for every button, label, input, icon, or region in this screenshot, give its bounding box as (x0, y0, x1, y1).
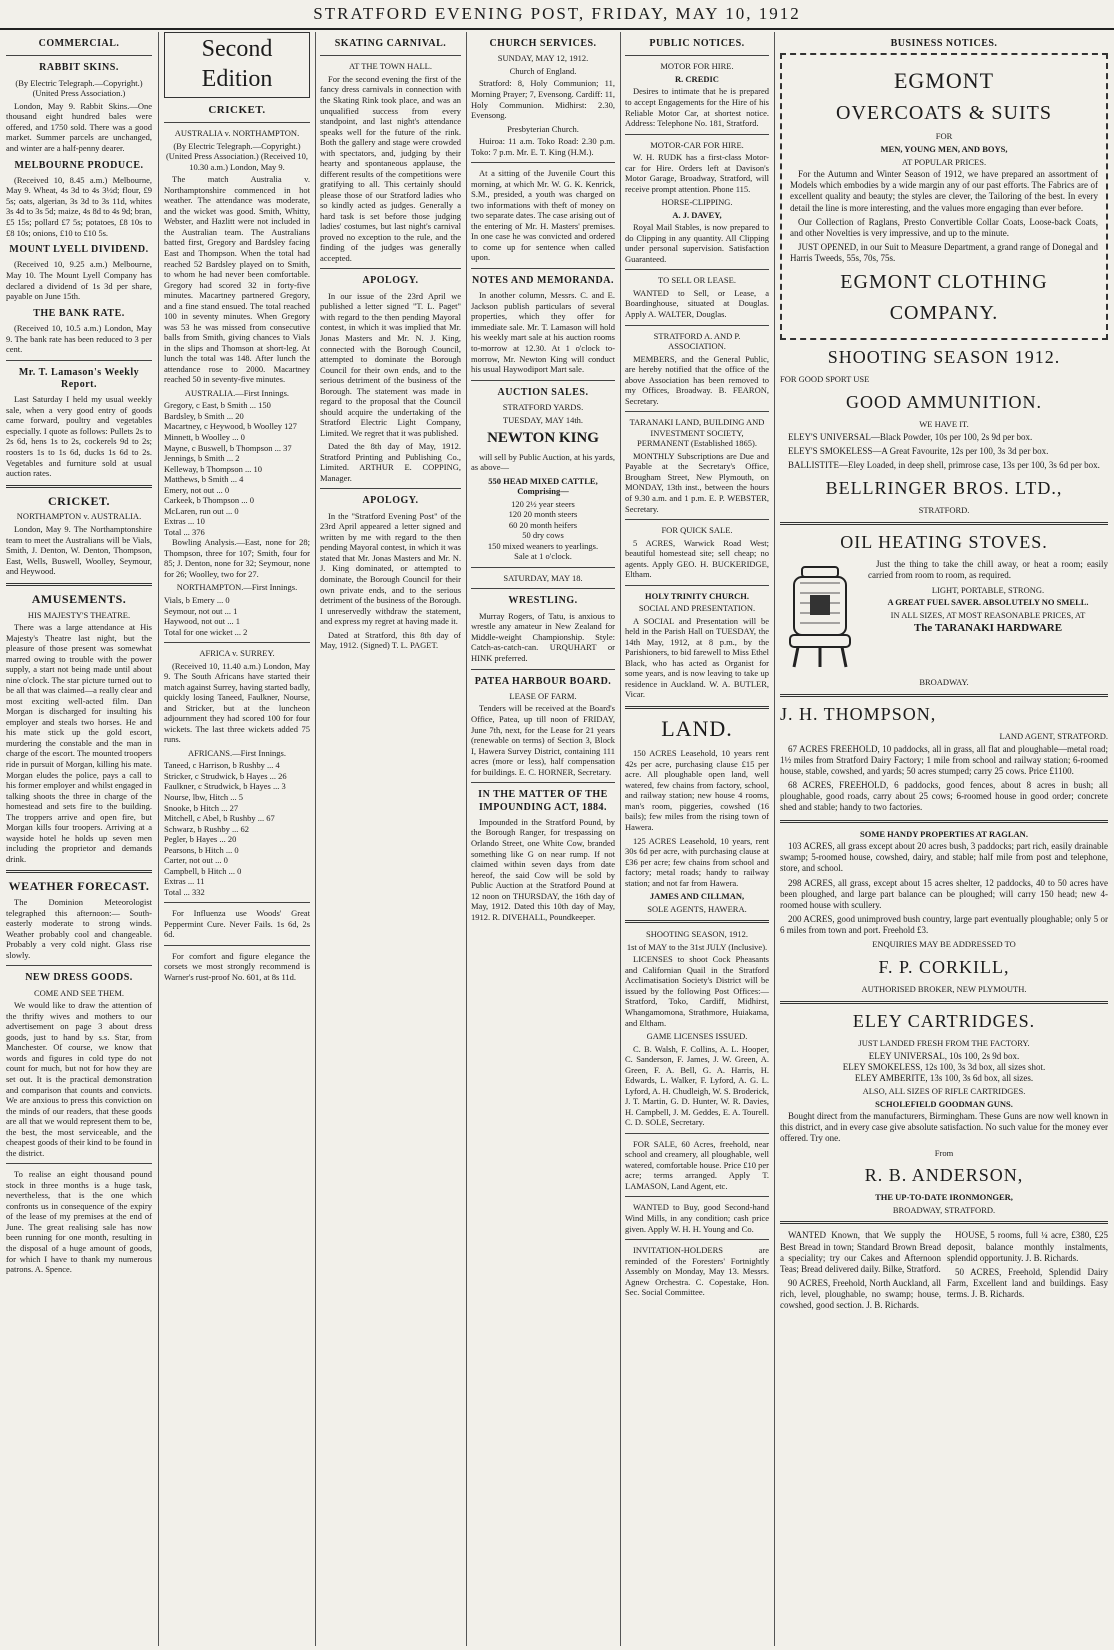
ad-body: 90 ACRES, Freehold, North Auckland, all rich, level, ploughable, no swamp; house, cowshed, good section. J. B. Richards. (780, 1278, 941, 1311)
masthead: STRATFORD EVENING POST, FRIDAY, MAY 10, 1912 (0, 4, 1114, 30)
business-notices-heading: BUSINESS NOTICES. (890, 38, 998, 49)
lamason-heading: Mr. T. Lamason's Weekly Report. (18, 366, 140, 390)
ad-body: ELEY'S SMOKELESS—A Great Favourite, 12s per 100, 3s 3d per box. (788, 445, 1049, 456)
subheading: SOCIAL AND PRESENTATION. (638, 603, 756, 614)
ad-text: AT POPULAR PRICES. (901, 156, 987, 167)
ad-body: HOUSE, 5 rooms, full ¼ acre, £380, £25 deposit, balance monthly instalments, splendid opportunity. J. B. Richards. (947, 1230, 1108, 1263)
apology-heading: APOLOGY. (362, 495, 419, 507)
article-text: There was a large attendance at His Majesty's Theatre last night, but the pleasure of those present was somewhat marred owing to trouble with the power supply, a start not being made until about nine o'clock. The star picture turned out to be all that was claimed—a really clear and most exciting well-acted film. Dan Morgan is discharged for insulting his employer and steals two horses. He and his mate stick up the gold escort, murdering the constable and the man in charge of the escort. The mounted troopers ride in pursuit of Morgan, killing his mate. Morgan eludes the police, pays a call to his former employer and whilst engaged in talking shoots the three in charge of the homestead and sets fire to the building. The troppers arrive and open fire, but Morgan kills four troopers. Arriving at a wayside hotel he holds up seven men including the proprietor and demands drink. (6, 622, 152, 864)
ad-body: JUST OPENED, in our Suit to Measure Department, a grand range of Donegal and Harris Tweeds, 55s, 70s, 75s. (790, 241, 1098, 264)
ad-store: The TARANAKI HARDWARE (913, 622, 1063, 635)
public-notices-heading: PUBLIC NOTICES. (649, 38, 745, 49)
thompson-headline: J. H. THOMPSON, (780, 703, 937, 724)
subheading: MOTOR-CAR FOR HIRE. (650, 139, 744, 150)
subheading: HORSE-CLIPPING. (661, 197, 733, 208)
land-heading: LAND. (661, 716, 733, 742)
apology-heading: APOLOGY. (362, 275, 419, 287)
ad-body: ELEY'S UNIVERSAL—Black Powder, 10s per 100, 2s 9d per box. (788, 431, 1033, 442)
ad-text: THE UP-TO-DATE IRONMONGER, (875, 1192, 1013, 1203)
article-text: will sell by Public Auction, at his yards, as above— (471, 451, 615, 473)
melbourne-heading: MELBOURNE PRODUCE. (14, 159, 144, 171)
ad-body: Bought direct from the manufacturers, Birmingham. These Guns are now well known in this district, and in every case give absolute satisfaction. No such value for the money ever offered. Try one. (780, 1111, 1108, 1144)
scorecard-heading: NORTHAMPTON.—First Innings. (176, 582, 298, 593)
subheading: AT THE TOWN HALL. (349, 61, 432, 72)
subheading: SOME HANDY PROPERTIES AT RAGLAN. (860, 828, 1028, 839)
ad-body: For the Autumn and Winter Season of 1912, we have prepared an assortment of Models which embodies by a wide margin any of our past efforts. The Fabrics are of excellent quality and beauty; the styles are clever, the Tailoring of the best. In every detail the line is more interesting, and the values more engaging than ever before. (790, 169, 1098, 213)
article-text: (Received 10, 11.40 a.m.) London, May 9. The South Africans have started their match against Surrey, having started badly, quickly losing Taneed, Faulkner, Nourse, and Stricker, but at the luncheon adjournment they had scored 100 for four wickets. The last three wickets added 75 runs. (164, 660, 310, 745)
ad-text: MEN, YOUNG MEN, AND BOYS, (880, 143, 1008, 154)
scorecard: Taneed, c Harrison, b Rushby ... 4 Stricker, c Strudwick, b Hayes ... 26 Faulkner, c Strudwick, b Hayes ... 3 Nourse, lbw, Hitch ... 5 Snooke, b Hitch ... 27 Mitchell, c Abel, b Rushby ... 67 Schwarz, b Rushby ... 62 Pegler, b Hayes ... 20 Pearsons, b Hitch ... 0 Carter, not out ... 0 Campbell, b Hitch ... 0 Extras ... 11 Total ... 332 (164, 760, 287, 897)
dress-heading: NEW DRESS GOODS. (25, 972, 133, 984)
article-text: (Received 10, 8.45 a.m.) Melbourne, May 9. Wheat, 4s 3d to 4s 3½d; flour, £9 5s; oats, algerian, 3s 3d to 3s 11d, whites 3s 4d to 3s 5d; maize, 4s 8d to 4s 9d; bran, £5 15s; pollard £7 5s; potatoes, £8 10s to £8 10s; onions, £10 to £10 5s. (6, 174, 152, 238)
stock-heading: 550 HEAD MIXED CATTLE, Comprising— (488, 475, 598, 497)
article-text: WANTED to Buy, good Second-hand Wind Mills, in any condition; cash price given. Apply W. H. H. Young and Co. (625, 1202, 769, 1234)
article-text: (Received 10, 9.25 a.m.) Melbourne, May 10. The Mount Lyell Company has declared a dividend of 1s 3d per share, payable on June 15th. (6, 259, 152, 302)
subheading: AFRICA v. SURREY. (199, 648, 275, 659)
subheading: STRATFORD A. AND P. ASSOCIATION. (653, 330, 741, 352)
article-text: London, May 9. Rabbit Skins.—One thousand eight hundred bales were offered, and 1750 sold. There was a good market. Summer parcels are unchanged, and winter are a half-penny dearer. (6, 100, 152, 153)
ad-headline: EGMONT (893, 68, 995, 94)
article-text: Huiroa: 11 a.m. Toko Road: 2.30 p.m. Toko: 7 p.m. Mr. E. T. King (H.M.). (471, 136, 615, 157)
article-text: MEMBERS, and the General Public, are hereby notified that the office of the above Association has been removed to my Offices, Broadway. B. FEARON, Secretary. (625, 353, 769, 406)
ad-text: WE HAVE IT. (919, 419, 969, 430)
subheading: HOLY TRINITY CHURCH. (645, 590, 749, 601)
subheading: SHOOTING SEASON, 1912. (645, 929, 748, 940)
cricket-heading: CRICKET. (208, 103, 266, 116)
column-public-notices (625, 32, 769, 1646)
subheading: LEASE OF FARM. (509, 690, 577, 701)
oil-stoves-headline: OIL HEATING STOVES. (840, 531, 1048, 552)
impound-heading: IN THE MATTER OF THE IMPOUNDING ACT, 1884. (478, 789, 608, 813)
article-text: London, May 9. The Northamptonshire team to meet the Australians will be Vials, Smith, J. Denton, W. Denton, Thompson, East, Wells, Buswell, Woolley, Seymour, and Heywood. (6, 524, 152, 577)
article-text: WANTED to Sell, or Lease, a Boardinghouse, situated at Douglas. Apply A. WALTER, Douglas. (625, 287, 769, 320)
stock-list: 120 2½ year steers 120 20 month steers 60 20 month heifers 50 dry cows 150 mixed weaners to yearlings. Sale at 1 o'clock. (487, 498, 599, 562)
scorecard: Gregory, c East, b Smith ... 150 Bardsley, b Smith ... 20 Macartney, c Heywood, b Woolley 127 Minnett, b Woolley ... 0 Mayne, c Buswell, b Thompson ... 37 Jennings, b Smith ... 2 Kelleway, b Thompson ... 10 Matthews, b Smith ... 4 Emery, not out ... 0 Carkeek, b Thompson ... 0 McLaren, run out ... 0 Extras ... 10 Total ... 376 (164, 400, 297, 537)
dateline: SUNDAY, MAY 12, 1912. (497, 53, 589, 64)
article-text: The match Australia v. Northamptonshire commenced in hot weather. The attendance was moderate, and the wicket was good. Smith, Whitty, Webster, and Hazlitt were not included in the Australian team. The Australians batted first, Gregory and Bardsley facing East and Thompson. When the total had reached 52 Bardsley played on to Smith, to whom he had never been comfortable. Gregory had scored 32 in forty-five minutes. Macartney partnered Gregory, and a fine stand ensued. The total reached 100 in seventy minutes. When Gregory was 53 he was missed from consecutive balls from Smith, giving chances to Vials in the slips and Thomson at short-leg. At lunch the total was 148. After lunch the attendance rose to 2000. Macartney reached 50 in seventy-five minutes. (164, 174, 310, 385)
column-rule (315, 32, 316, 1646)
ad-headline: EGMONT CLOTHING (840, 271, 1048, 294)
ad-body: WANTED Known, that We supply the Best Bread in town; Standard Brown Bread a speciality; try our Cakes and Afternoon Teas; Bread delivered daily. Bilke, Stratford. (780, 1230, 941, 1274)
column-church (471, 32, 615, 1646)
column-rule (158, 32, 159, 1646)
signature-text: Dated the 8th day of May, 1912. Stratford Printing and Publishing Co., Limited. ARTHUR E. COPPING, Manager. (320, 441, 461, 483)
article-text: C. B. Walsh, F. Collins, A. L. Hooper, C. Sanderson, F. James, J. W. Green, A. Green, F. A. Bell, G. A. Harris, H. Edwards, L. Walker, F. Lyford, A. G. L. Lyford, A. H. Chudleigh, W. S. Broderick, J. T. Martin, G. D. Hunter, W. R. Davies, H. Campbell, J. M. Geddes, E. A. Tourell. C. D. SOLE, Secretary. (625, 1043, 769, 1128)
ad-text: JUST LANDED FRESH FROM THE FACTORY. (858, 1037, 1030, 1048)
article-text: Murray Rogers, of Tatu, is anxious to wrestle any amateur in New Zealand for Middle-weight Championship. Style: Catch-as-catch-can. URQUHART or HINK preferred. (471, 610, 615, 663)
small-ads (780, 1230, 1108, 1314)
ad-text: LAND AGENT, STRATFORD. (999, 731, 1108, 742)
second-edition-banner: Second Edition (164, 32, 310, 98)
article-text: 5 ACRES, Warwick Road West; beautiful homestead site; sell cheap; no agents. Apply GEO. H. BUCKERIDGE, Eltham. (625, 537, 769, 580)
article-text: FOR SALE, 60 Acres, freehold, near school and creamery, all ploughable, well watered, comfortable house. Price £10 per acre; terms arranged. Apply T. LAMASON, Land Agent, etc. (625, 1138, 769, 1191)
ad-text: LIGHT, PORTABLE, STRONG. (931, 584, 1045, 595)
agent-name: JAMES AND CILLMAN, (649, 891, 745, 902)
article-text: At a sitting of the Juvenile Court this morning, at which Mr. W. G. K. Kenrick, S.M., presided, a youth was charged on two informations with theft of money on two separate dates. The case arising out of the entering of Mr. H. Masters' premises. In one case he was convicted and ordered to come up for sentence when called upon. (471, 168, 615, 263)
bellringer-headline: BELLRINGER BROS. LTD., (825, 478, 1063, 499)
subheading: TARANAKI LAND, BUILDING AND INVESTMENT SOCIETY, PERMANENT (Established 1865). (629, 417, 765, 449)
scorecard: Vials, b Emery ... 0 Seymour, not out ... 1 Haywood, not out ... 1 Total for one wicket ... 2 (164, 594, 248, 637)
anderson-headline: R. B. ANDERSON, (864, 1165, 1024, 1186)
article-text: Impounded in the Stratford Pound, by the Borough Ranger, for trespassing on Orlando Street, one White Cow, branded something like G on near rump. If not claimed within seven days from date hereof, the said Cow will be sold by Public Auction at the Stratford Pound at 12 noon on THURSDAY, the 16th day of May, 1912. Dated this 10th day of May, 1912. R. DIVEHALL, Poundkeeper. (471, 816, 615, 922)
ad-text: BROADWAY. (919, 677, 969, 688)
ad-list: ELEY UNIVERSAL, 10s 100, 2s 9d box. ELEY SMOKELESS, 12s 100, 3s 3d box, all sizes shot. ELEY AMBERITE, 13s 100, 3s 6d box, all sizes. (842, 1050, 1046, 1083)
auctioneer-name: NEWTON KING (487, 430, 599, 447)
ad-text: FOR GOOD SPORT USE (780, 374, 870, 385)
ad-text: ALSO, ALL SIZES OF RIFLE CARTRIDGES. (862, 1085, 1026, 1096)
dateline: 1st of MAY to the 31st JULY (Inclusive). (626, 941, 768, 952)
lyell-heading: MOUNT LYELL DIVIDEND. (9, 244, 149, 256)
signature-text: Dated at Stratford, this 8th day of May, 1912. (Signed) T. L. PAGET. (320, 629, 461, 651)
article-text: 125 ACRES Leasehold, 10 years, rent 30s 6d per acre, with purchasing clause at £36 per acre; few chains from school and factory; metal roads; handy to railway station; and not far from Hawera. (625, 835, 769, 888)
ad-text: ENQUIRIES MAY BE ADDRESSED TO (872, 939, 1016, 950)
subheading: STRATFORD YARDS. (502, 401, 584, 412)
ad-text: BROADWAY, STRATFORD. (892, 1204, 996, 1215)
wrestling-heading: WRESTLING. (508, 595, 578, 607)
subheading: Presbyterian Church. (507, 123, 579, 134)
article-text: In another column, Messrs. C. and E. Jackson publish particulars of several properties, which they offer for immediate sale. Mr. T. Lamason will hold his weekly mart sale at his auction rooms to-morrow at 12.30. At 1 o'clock to-morrow, Mr. Newton King will conduct his usual Haywodiport Mart sale. (471, 290, 615, 375)
article-text: Stratford: 8, Holy Communion; 11, Morning Prayer; 7, Evensong. Cardiff: 11, Holy Communion. Midhirst: 2.30, Evensong. (471, 78, 615, 121)
ad-text: STRATFORD. (918, 505, 970, 516)
ad-text: A GREAT FUEL SAVER. ABSOLUTELY NO SMELL. (887, 597, 1089, 608)
ad-headline: COMPANY. (889, 302, 999, 325)
ad-body: 68 ACRES, FREEHOLD, 6 paddocks, good fences, about 8 acres in bush; all ploughable, good roads, carry about 25 cows; 6-roomed house in good order; concrete shed and stable; handy to two factories. (780, 780, 1108, 813)
scorecard-heading: AFRICANS.—First Innings. (187, 747, 286, 758)
article-text: (Received 10, 10.5 a.m.) London, May 9. The bank rate has been reduced to 3 per cent. (6, 322, 152, 355)
column-business-notices (780, 32, 1108, 1646)
ad-text: SCHOLEFIELD GOODMAN GUNS. (875, 1098, 1013, 1109)
column-skating (320, 32, 461, 1646)
column-rule (620, 32, 621, 1646)
ad-body: 67 ACRES FREEHOLD, 10 paddocks, all in grass, all flat and ploughable—metal road; 1½ miles from Stratford Dairy Factory; 1 mile from school and railway station; 6-roomed house, stable, cowshed, and yards; 50 acres stumped; carry 25 cows. Price £1100. (780, 743, 1108, 776)
subheading: Church of England. (509, 65, 577, 76)
article-text: W. H. RUDK has a first-class Motor-car for Hire. Orders left at Davison's Motor Garage, Broadway, Stratford, will receive prompt attention. Phone 115. (625, 152, 769, 194)
auction-heading: AUCTION SALES. (497, 386, 589, 398)
ad-body: 103 ACRES, all grass except about 20 acres bush, 3 paddocks; part rich, easily drainable swamp; 5-roomed house, cowshed, dairy, and stable; half mile from post and telephone, store, and school. (780, 841, 1108, 874)
commercial-heading: COMMERCIAL. (38, 38, 120, 49)
article-text: To realise an eight thousand pound stock in three months is a huge task, nevertheless, that is the one which confronts us in consequence of the expiry of the lease of my premises at the end of June. The great realising sale has now been running for one month, resulting in the disposal of a huge amount of goods, for which I have to thank my numerous patrons. A. Spence. (6, 1169, 152, 1275)
article-text: The Dominion Meteorologist telegraphed this afternoon:— South-easterly moderate to strong winds. Weather probably cool and changeable. Probably a very cold night. Glass rise slowly. (6, 897, 152, 960)
article-text: LICENSES to shoot Cock Pheasants and Californian Quail in the Stratford Acclimatisation Society's District will be issued by the following Post Offices:—Stratford, Toko, Cardiff, Midhirst, Whangamomona, Strathmore, Huiakama, and Eltham. (625, 954, 769, 1028)
column-commercial (6, 32, 152, 1646)
article-text: INVITATION-HOLDERS are reminded of the Foresters' Fortnightly Assembly on Monday, May 13. Messrs. Agnew Orchestra. C. Copestake, Hon. Sec. Social Committee. (625, 1245, 769, 1298)
dateline: (By Electric Telegraph.—Copyright.) (United Press Association.) (Received 10, 10.30 a.m.) London, May 9. (165, 140, 309, 172)
subheading: FOR QUICK SALE. (661, 525, 733, 536)
subheading: GAME LICENSES ISSUED. (646, 1031, 748, 1042)
ad-body: Our Collection of Raglans, Presto Convertible Collar Coats, Loose-back Coats, and other Novelties is very impressive, and up to the minute. (790, 216, 1098, 238)
article-text: In the "Stratford Evening Post" of the 23rd April appeared a letter signed and written by me with regard to the then pending Mayoral contest, in which it was stated that Mr. Jonas Masters and Mr. N. J. King dominated, or attempted to dominate, the Borough Council for their own private ends, and to the serious detriment of the business of the Borough. I unreservedly withdraw the statement, and express my regret at having made it. (320, 510, 461, 627)
article-text: For comfort and figure elegance the corsets we most strongly recommend is Warner's rust-proof No. 601, at 8s 11d. (164, 950, 310, 982)
ad-text: IN ALL SIZES, AT MOST REASONABLE PRICES, AT (890, 609, 1086, 620)
ammunition-headline: GOOD AMMUNITION. (846, 391, 1042, 412)
column-rule (466, 32, 467, 1646)
egmont-ad (780, 53, 1108, 340)
ad-body: BALLISTITE—Eley Loaded, in deep shell, primrose case, 13s per 100, 3s 6d per box. (788, 459, 1100, 470)
article-text: 150 ACRES Leasehold, 10 years rent 42s per acre, purchasing clause £15 per acre. All ploughable open land, well watered, few chains from factory, school, and railway station; new house 4 rooms, man's room, piggeries, cowshed (16 bails); few miles from the rising town of Hawera. (625, 748, 769, 832)
article-text: In our issue of the 23rd April we published a letter signed "T. L. Paget" with regard to the then pending Mayoral contest, in which it was implied that Mr. Jonas Masters and Mr. N. J. King, connected with the Borough Council, attempted to dominate the Borough Council for their own ends, and to the serious detriment of the business of the Borough. The statement was made in regard to the proposal that the Council should acquire the undertaking of the Stratford Electric Light Company, Limited. We regret that it was published. (320, 290, 461, 438)
skating-heading: SKATING CARNIVAL. (334, 38, 447, 49)
ad-body: 200 ACRES, good unimproved bush country, large part eventually ploughable; only 5 or 6 miles from town and port. Freehold £3. (780, 913, 1108, 936)
ad-body: 298 ACRES, all grass, except about 15 acres shelter, 12 paddocks, 40 to 50 acres have been ploughed, and large part balance can be ploughed; will carry 150 head; new 4-roomed house with scullery. (780, 877, 1108, 910)
shooting-headline: SHOOTING SEASON 1912. (827, 346, 1061, 367)
weather-heading: WEATHER FORECAST. (8, 879, 150, 894)
ad-body: Just the thing to take the chill away, or heat a room; easily carried from room to room, as required. (868, 559, 1108, 581)
subheading: TO SELL OR LEASE. (658, 275, 736, 286)
cricket-heading: CRICKET. (47, 493, 111, 508)
dateline: TUESDAY, MAY 14th. (502, 414, 584, 425)
ad-text: FOR (935, 131, 953, 142)
ad-body: 50 ACRES, Freehold, Splendid Dairy Farm, Excellent land and buildings. Easy terms. J. B. Richards. (947, 1266, 1108, 1300)
dateline: (By Electric Telegraph.—Copyright.) (United Press Association.) (15, 77, 143, 99)
ad-text: From (934, 1147, 954, 1158)
subheading: COME AND SEE THEM. (33, 987, 125, 998)
rabbit-heading: RABBIT SKINS. (39, 62, 119, 74)
article-text: For Influenza use Woods' Great Peppermint Cure. Never Fails. 1s 6d, 2s 6d. (164, 908, 310, 940)
patea-heading: PATEA HARBOUR BOARD. (474, 675, 612, 687)
article-text: For the second evening the first of the fancy dress carnivals in connection with the Skating Rink took place, and was an unqualified success from every standpoint, and last night's attendance speaks well for the future of the rink. Both the gallery and stage were crowded with spectators, and, judging by their hearty and spontaneous applause, the different results of the competitions were gratifying to all. This certainly should please those of our Stratford ladies who so kindly acted as judges. Generally a hard task is set before those judging ladies' costumes, but last night's carnival proved no exception to the rule, and the finding of the judges was generally accepted. (320, 73, 461, 263)
advertiser-name: R. CREDIC (675, 73, 719, 84)
article-text: Desires to intimate that he is prepared to accept Engagements for the Hire of his Reliable Motor Car, at shortest notice. Address: Telephone No. 181, Stratford. (625, 86, 769, 129)
notes-heading: NOTES AND MEMORANDA. (472, 274, 614, 286)
church-heading: CHURCH SERVICES. (489, 38, 597, 49)
subheading: MOTOR FOR HIRE. (660, 61, 734, 72)
bank-heading: THE BANK RATE. (33, 307, 125, 319)
article-text: A SOCIAL and Presentation will be held in the Parish Hall on TUESDAY, the 14th May, 1912, at 8 p.m., by the Parishioners, to bid farewell to Miss Ethel Black, who has acted as Organist for some years, and is now leaving to take up residence in Auckland. W. A. BUTLER, Vicar. (625, 615, 769, 700)
subheading: HIS MAJESTY'S THEATRE. (27, 609, 131, 620)
subheading: AUSTRALIA v. NORTHAMPTON. (174, 128, 300, 139)
article-text: Royal Mail Stables, is now prepared to do Clipping in any quantity. All Clipping under personal supervision. Satisfaction Guaranteed. (625, 222, 769, 264)
dateline: SATURDAY, MAY 18. (503, 572, 583, 583)
article-text: Tenders will be received at the Board's Office, Patea, up till noon of FRIDAY, June 7th, next, for the Lease for 21 years (renewable on terms) of Section 3, Block I, Hawera Survey District, containing 111 acres (more or less), half compensation for buildings. E. C. HORNER, Secretary. (471, 703, 615, 777)
ad-text: AUTHORISED BROKER, NEW PLYMOUTH. (861, 984, 1027, 995)
eley-headline: ELEY CARTRIDGES. (852, 1010, 1036, 1031)
article-text: Bowling Analysis.—East, none for 28; Thompson, three for 107; Smith, four for 85; J. Denton, none for 32; Seymour, none for 26; Woolley, two for 27. (164, 537, 310, 579)
oil-stove-icon (780, 563, 860, 673)
subheading: NORTHAMPTON v. AUSTRALIA. (16, 511, 142, 522)
article-text: MONTHLY Subscriptions are Due and Payable at the Secretary's Office, Brougham Street, New Plymouth, on MONDAY, 13th inst., between the hours of 9.30 a.m. and 1 p.m. E. P. WEBSTER, Secretary. (625, 450, 769, 514)
column-rule (774, 32, 775, 1646)
article-text: We would like to draw the attention of the thrifty wives and mothers to our advertisement on page 3 about dress goods, just to hand by s.s. Star, from Manchester. Of course, we know that words and figures in cold type do not count for much, but not for how they are set out. It is the practical demonstration and comparison that counts and convicts. We are anxious to press this conviction on the minds of our readers, that these goods are all that we would represent them to be, the best, the most serviceable, and the cheapest goods of their kind to be found in the district. (6, 1000, 152, 1158)
advertiser-name: A. J. DAVEY, (672, 209, 722, 220)
article-text: Last Saturday I held my usual weekly sale, when a very good entry of goods came forward, poultry and vegetables especially. I quote as follows: Pullets 2s to 2s 6d, hens 1s to 2s, cockerels 9d to 2s; roosters 1s to 1s 6d, ducks 1s 6d to 2s. Vegetables and furniture sold at usual auction rates. (6, 394, 152, 479)
corkill-headline: F. P. CORKILL, (878, 956, 1010, 977)
scorecard-heading: AUSTRALIA.—First Innings. (184, 387, 290, 398)
column-cricket (164, 32, 310, 1646)
amusements-heading: AMUSEMENTS. (31, 591, 127, 606)
ad-headline: OVERCOATS & SUITS (836, 101, 1052, 124)
agent-location: SOLE AGENTS, HAWERA. (647, 903, 747, 914)
